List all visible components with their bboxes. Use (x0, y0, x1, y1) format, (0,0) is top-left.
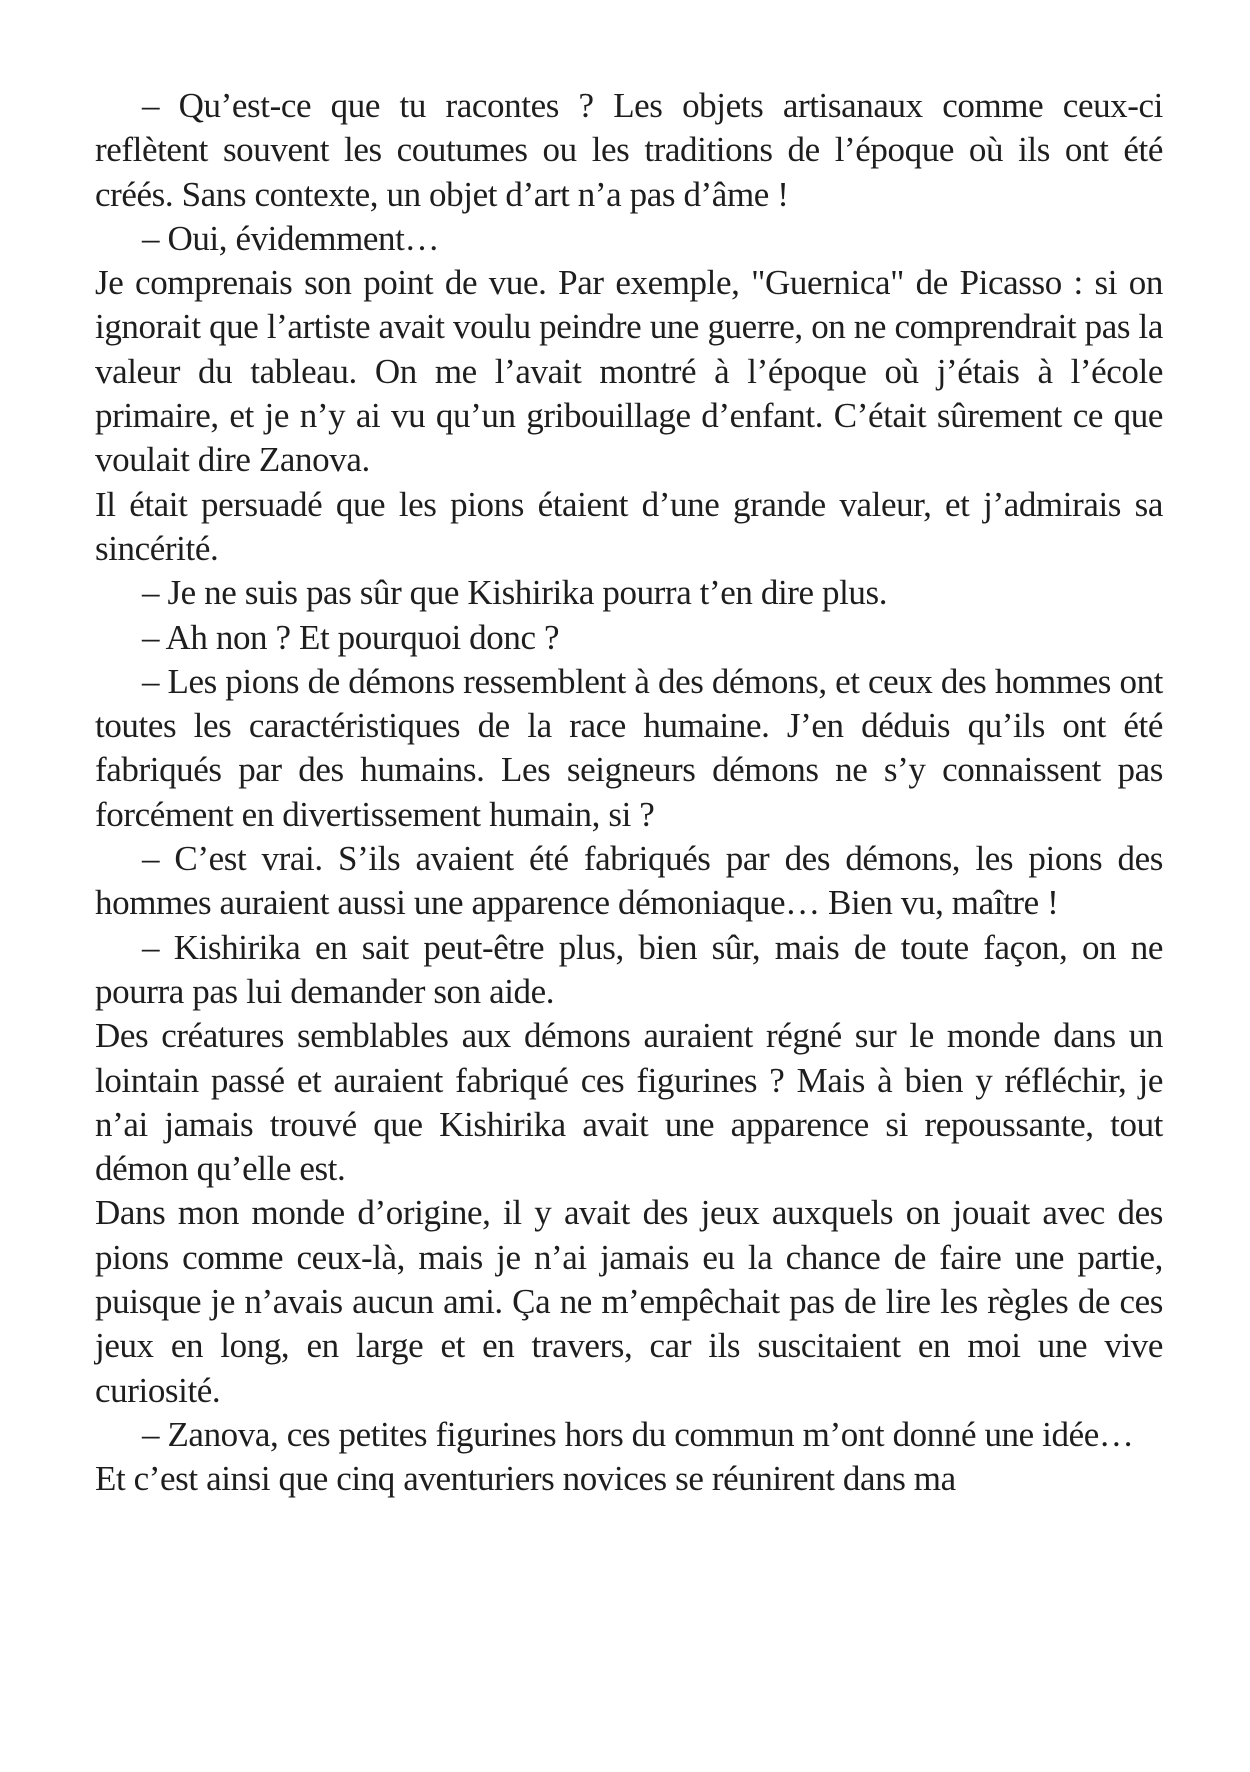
paragraph: – Je ne suis pas sûr que Kishirika pourra t’en dire plus. (142, 573, 888, 613)
paragraph: – Les pions de démons ressemblent à des démons, et ceux des hommes ont toutes les caractéristiques de la race humaine. J’en déduis qu’ils ont été fabriqués par des humains. Les seigneurs démons ne s’y connaissent pas forcément en divertissement humain, si ? (95, 661, 1163, 834)
paragraph: – Ah non ? Et pourquoi donc ? (142, 617, 560, 657)
paragraph: Dans mon monde d’origine, il y avait des jeux auxquels on jouait avec des pions comme ceux-là, mais je n’ai jamais eu la chance de faire une partie, puisque je n’avais aucun ami. Ça ne m’empêchait pas de lire les règles de ces jeux en long, en large et en travers, car ils suscitaient en moi une vive curiosité. (95, 1193, 1163, 1410)
paragraph: – C’est vrai. S’ils avaient été fabriqués par des démons, les pions des hommes auraient aussi une apparence démoniaque… Bien vu, maître ! (95, 839, 1163, 923)
paragraph: Il était persuadé que les pions étaient d’une grande valeur, et j’admirais sa sincérité. (95, 484, 1163, 568)
paragraph: – Qu’est-ce que tu racontes ? Les objets artisanaux comme ceux-ci reflètent souvent les coutumes ou les traditions de l’époque où ils ont été créés. Sans contexte, un objet d’art n’a pas d’âme ! (95, 86, 1163, 214)
paragraph: Je comprenais son point de vue. Par exemple, "Guernica" de Picasso : si on ignorait que l’artiste avait voulu peindre une guerre, on ne comprendrait pas la valeur du tableau. On me l’avait montré à l’époque où j’étais à l’école primaire, et je n’y ai vu qu’un gribouillage d’enfant. C’était sûrement ce que voulait dire Zanova. (95, 263, 1163, 480)
paragraph: – Zanova, ces petites figurines hors du commun m’ont donné une idée… (142, 1414, 1134, 1454)
page-text-block (95, 84, 1163, 1502)
paragraph: – Oui, évidemment… (142, 218, 440, 258)
paragraph: Et c’est ainsi que cinq aventuriers novices se réunirent dans ma (95, 1459, 956, 1499)
paragraph: Des créatures semblables aux démons auraient régné sur le monde dans un lointain passé et auraient fabriqué ces figurines ? Mais à bien y réfléchir, je n’ai jamais trouvé que Kishirika avait une apparence si repoussante, tout démon qu’elle est. (95, 1016, 1163, 1189)
paragraph: – Kishirika en sait peut-être plus, bien sûr, mais de toute façon, on ne pourra pas lui demander son aide. (95, 927, 1163, 1011)
